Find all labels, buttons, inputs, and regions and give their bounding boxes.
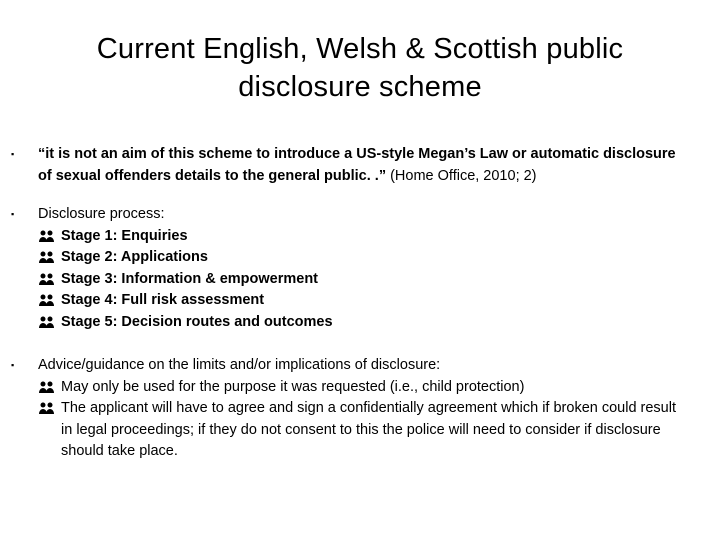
people-icon [38,229,58,243]
bullet-advice [11,355,688,463]
slide-title: Current English, Welsh & Scottish public disclosure scheme [96,33,624,103]
stage-label: Stage 5: Decision routes and outcomes [61,313,333,330]
people-icon [38,401,58,415]
people-icon [38,380,58,394]
advice-label: The applicant will have to agree and sign a confidentially agreement which if broken could result in legal proceedings; if they do not consent to this the police will need to consider if disclosure should take place. [61,400,676,459]
stage-label: Stage 1: Enquiries [61,227,188,244]
advice-item [38,377,688,399]
bullet-disclosure-process [11,204,688,333]
people-icon [38,250,58,264]
stage-item [38,290,688,312]
bullet-marker: ▪ [11,209,15,219]
stage-item [38,247,688,269]
people-icon [38,315,58,329]
bullet-quote [11,144,688,187]
stage-label: Stage 3: Information & empowerment [61,270,319,287]
stage-label: Stage 2: Applications [61,249,208,265]
stage-item [38,226,688,248]
process-heading: Disclosure process: [38,206,165,222]
quote-citation: (Home Office, 2010; 2) [386,167,537,184]
stage-item [38,269,688,291]
people-icon [38,293,58,307]
advice-label: May only be used for the purpose it was requested (i.e., child protection) [61,378,525,395]
advice-heading: Advice/guidance on the limits and/or implications of disclosure: [38,357,441,373]
stage-label: Stage 4: Full risk assessment [61,292,265,308]
people-icon [38,272,58,286]
quote-text: “it is not an aim of this scheme to introduce a US-style Megan’s Law or automatic disclosure of sexual offenders details to the general public. .” [38,146,676,184]
bullet-marker: ▪ [11,149,15,159]
bullet-marker: ▪ [11,360,15,370]
advice-item [38,398,688,463]
stage-item [38,312,688,334]
